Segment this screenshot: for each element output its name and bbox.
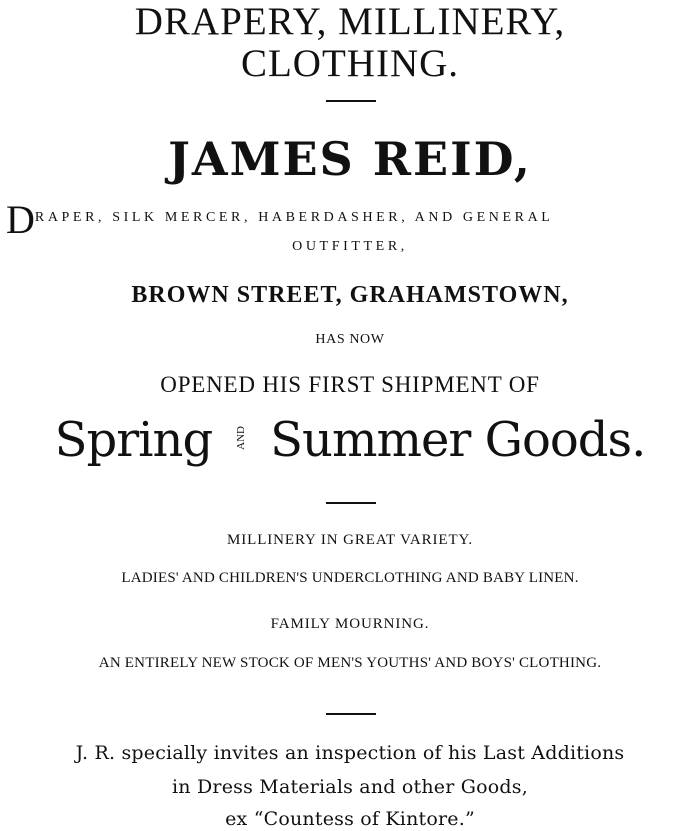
merchant-description [6,197,696,242]
merchant-description-line-2: OUTFITTER, [292,239,408,254]
merchant-name: JAMES REID, [168,132,532,186]
closing-line-3: ex “Countess of Kintore.” [225,808,475,830]
item-millinery: MILLINERY IN GREAT VARIETY. [227,532,473,548]
item-mourning: FAMILY MOURNING. [270,616,430,632]
item-underclothing: LADIES' AND CHILDREN'S UNDERCLOTHING AND BABY LINEN. [121,570,579,586]
opened-shipment-text: OPENED HIS FIRST SHIPMENT OF [160,372,540,397]
goods-word-summer: Summer Goods. [270,412,646,468]
merchant-description-text: RAPER, SILK MERCER, HABERDASHER, AND GENERAL [34,210,554,225]
divider-rule-1 [326,100,376,102]
has-now-text: HAS NOW [315,332,385,347]
goods-headline [0,412,700,468]
header-line-1: DRAPERY, MILLINERY, [134,0,566,43]
divider-rule-3 [326,713,376,715]
divider-rule-2 [326,502,376,504]
goods-word-spring: Spring [54,412,213,468]
closing-line-1: J. R. specially invites an inspection of his Last Additions [75,742,625,764]
goods-and-vertical: AND [235,426,248,450]
closing-line-2: in Dress Materials and other Goods, [172,776,528,798]
drop-cap: D [6,197,35,242]
merchant-address: BROWN STREET, GRAHAMSTOWN, [131,282,569,308]
header-line-2: CLOTHING. [240,42,460,85]
item-clothing: AN ENTIRELY NEW STOCK OF MEN'S YOUTHS' AND BOYS' CLOTHING. [98,655,602,671]
